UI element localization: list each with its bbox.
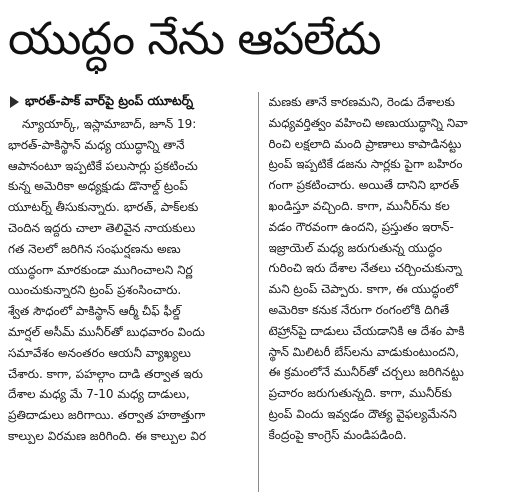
article-text-line: మణకు తానే కారణమని, రెండు దేశాలకు bbox=[268, 95, 455, 109]
article-text-line: యుద్ధంగా మారకుండా ముగించాలని నిర్ణ bbox=[8, 262, 193, 277]
right-text-lines bbox=[269, 92, 511, 446]
article-text-line: కున్న అమెరికా అధ్యక్షుడు డొనాల్డ్‌ ట్రంప్‌ bbox=[8, 179, 188, 194]
article-text-line: గత నెలలో జరిగిన సంఘర్షణను అణు bbox=[8, 241, 181, 256]
article-text-line: యూటర్న్‌ తీసుకున్నారు. భారత్‌, పాక్‌లకు bbox=[8, 200, 199, 215]
article-text-line: చెందిన ఇద్దరు చాలా తెలివైన నాయకులు bbox=[8, 220, 196, 235]
article-column-right bbox=[259, 92, 511, 492]
headline: యుద్ధం నేను ఆపలేదు bbox=[8, 12, 381, 65]
article-column-left bbox=[8, 92, 259, 492]
article-text-line: కేంద్రంపై కాంగ్రెస్‌ మండిపడింది. bbox=[268, 427, 407, 442]
subheadline bbox=[8, 92, 250, 112]
article-text-line: ఖండిస్తూ వచ్చింది. కాగా, మునీర్‌ను కల bbox=[268, 198, 450, 213]
article-text-line: ఆపానంటూ ఇప్పటికే పలుసార్లు ప్రకటించు bbox=[8, 158, 198, 173]
subheadline-text: భారత్‌-పాక్‌ వార్‌పై ట్రంప్‌ యూటర్న్‌ bbox=[25, 92, 194, 108]
article-text-line: స్థాన్‌ మిలిటరీ బేస్‌లను వాడుకుంటుందని, bbox=[268, 344, 460, 359]
article-text-line: భారత్‌-పాకిస్థాన్‌ మధ్య యుద్ధాన్ని తానే bbox=[8, 137, 185, 152]
article-text-line: మార్షల్‌ అసీమ్‌ మునీర్‌తో బుధవారం విందు bbox=[8, 324, 205, 339]
article-text-line: టెహ్రాన్‌పై దాడులు చేయడానికి ఆ దేశం పాకి bbox=[268, 323, 465, 338]
article-text-line: వడం గౌరవంగా ఉందని, ప్రస్తుతం ఇరాన్‌- bbox=[268, 219, 454, 234]
article-body bbox=[8, 92, 510, 492]
article-text-line: అమెరికా కనుక నేరుగా రంగంలోకి దిగితే bbox=[268, 302, 450, 317]
article-text-line: సమావేశం అనంతరం ఆయనీ వ్యాఖ్యలు bbox=[8, 345, 191, 360]
article-text-line: యించుకున్నారని ట్రంప్‌ ప్రశంసించారు. bbox=[8, 283, 182, 298]
article-text-line: చేశారు. కాగా, పహల్గాం దాడి తర్వాత ఇరు bbox=[8, 366, 203, 381]
article-text-line: న్యూయార్క్‌, ఇస్లామాబాద్‌, జూన్‌ 19: bbox=[22, 117, 197, 131]
article-text-line: ట్రంప్‌ విందు ఇవ్వడం దౌత్య వైఫల్యమేనని bbox=[268, 406, 457, 421]
article-text-line: ఈ క్రమంలోనే మునీర్‌తో చర్చలు జరిగినట్టు bbox=[268, 365, 464, 380]
article-text-line: శ్వేత సౌధంలో పాకిస్థాన్‌ ఆర్మీ చీఫ్‌ ఫీల్డ్‌ bbox=[8, 304, 181, 319]
article-text-line: ప్రచారం జరుగుతున్నది. కాగా, మునీర్‌కు bbox=[268, 386, 452, 401]
article-text-line: దేశాల మధ్య మే 7-10 మధ్య దాడులు, bbox=[8, 387, 190, 402]
article-text-line: గురించి ఇరు దేశాల నేతలు చర్చించుకున్నా bbox=[268, 261, 462, 276]
article-text-line: ప్రతిదాడులు జరిగాయి. తర్వాత హఠాత్తుగా bbox=[8, 408, 206, 423]
article-text-line: రించి లక్షలాది మంది ప్రాణాలు కాపాడినట్టు bbox=[268, 136, 462, 151]
article-text-line: ట్రంప్‌ ఇప్పటికే డజను సార్లకు పైగా బహిరం bbox=[268, 157, 463, 172]
article-text-line: కాల్పుల విరమణ జరిగింది. ఈ కాల్పుల విర bbox=[8, 428, 206, 443]
triangle-bullet-icon bbox=[10, 96, 19, 108]
left-text-lines bbox=[8, 114, 250, 447]
article-text-line: మధ్యవర్తిత్వం వహించి అణుయుద్ధాన్ని నివా bbox=[268, 115, 468, 130]
article-text-line: గంగా ప్రకటించారు. అయితే దానిని భారత్‌ bbox=[268, 178, 459, 193]
article-text-line: ఇజ్రాయెల్‌ మధ్య జరుగుతున్న యుద్ధం bbox=[268, 240, 443, 255]
article-text-line: మని ట్రంప్‌ చెప్పారు. కాగా, ఈ యుద్ధంలో bbox=[268, 282, 458, 297]
